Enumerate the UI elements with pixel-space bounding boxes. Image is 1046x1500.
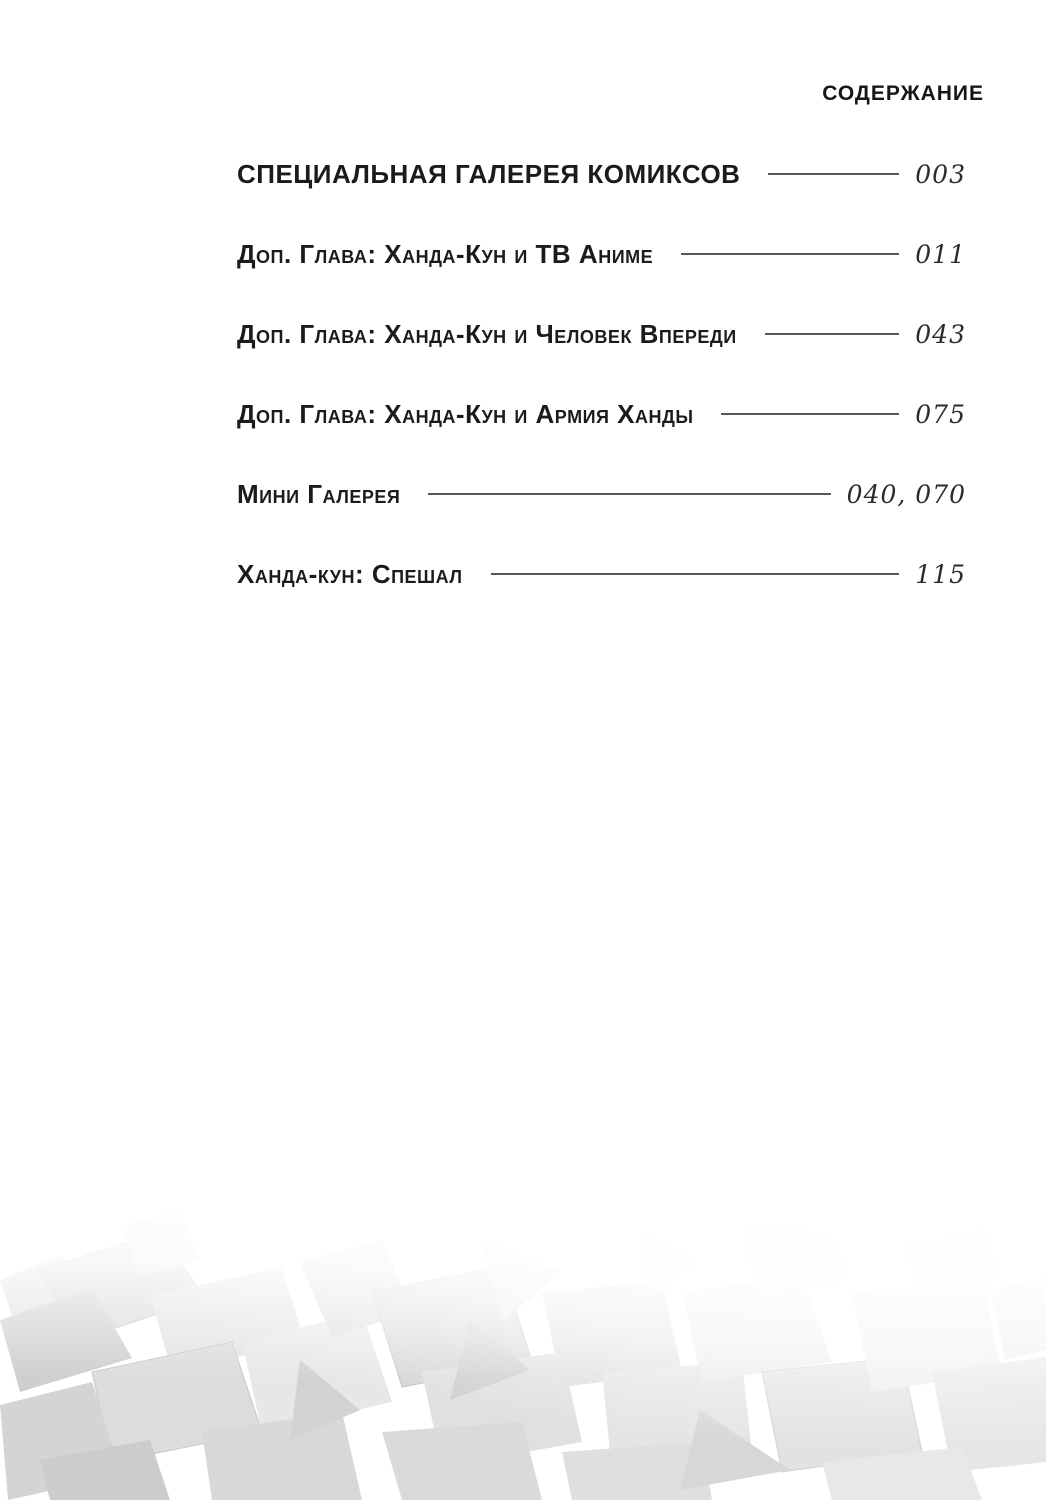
toc-entry-page-number: 075 xyxy=(915,399,966,429)
leader-line xyxy=(721,413,899,415)
toc-entry-page-number: 043 xyxy=(915,319,966,349)
leader-line xyxy=(428,493,830,495)
toc-row xyxy=(237,534,966,614)
toc-entry-title: Доп. Глава: Ханда-Кун и ТВ Аниме xyxy=(237,238,654,269)
toc-row xyxy=(237,374,966,454)
leader-line xyxy=(765,333,900,335)
toc-row xyxy=(237,454,966,534)
toc-entry-title: Ханда-кун: Спешал xyxy=(237,558,463,589)
leader-line xyxy=(491,573,900,575)
scattered-papers-illustration xyxy=(0,1170,1046,1500)
leader-line xyxy=(768,173,899,175)
toc-entry-page-number: 011 xyxy=(915,239,966,269)
toc-entry-title: СПЕЦИАЛЬНАЯ ГАЛЕРЕЯ КОМИКСОВ xyxy=(237,158,741,189)
toc-row xyxy=(237,134,966,214)
toc-row xyxy=(237,294,966,374)
toc-entry-title: Мини Галерея xyxy=(237,478,401,509)
toc-row xyxy=(237,214,966,294)
leader-line xyxy=(681,253,899,255)
page-title: СОДЕРЖАНИЕ xyxy=(822,82,984,105)
toc-entry-title: Доп. Глава: Ханда-Кун и Человек Впереди xyxy=(237,318,737,349)
toc-entry-page-number: 003 xyxy=(915,159,966,189)
toc-entry-title: Доп. Глава: Ханда-Кун и Армия Ханды xyxy=(237,398,694,429)
toc-entry-page-number: 115 xyxy=(915,559,966,589)
table-of-contents xyxy=(237,134,966,614)
toc-entry-page-number: 040, 070 xyxy=(846,479,966,509)
